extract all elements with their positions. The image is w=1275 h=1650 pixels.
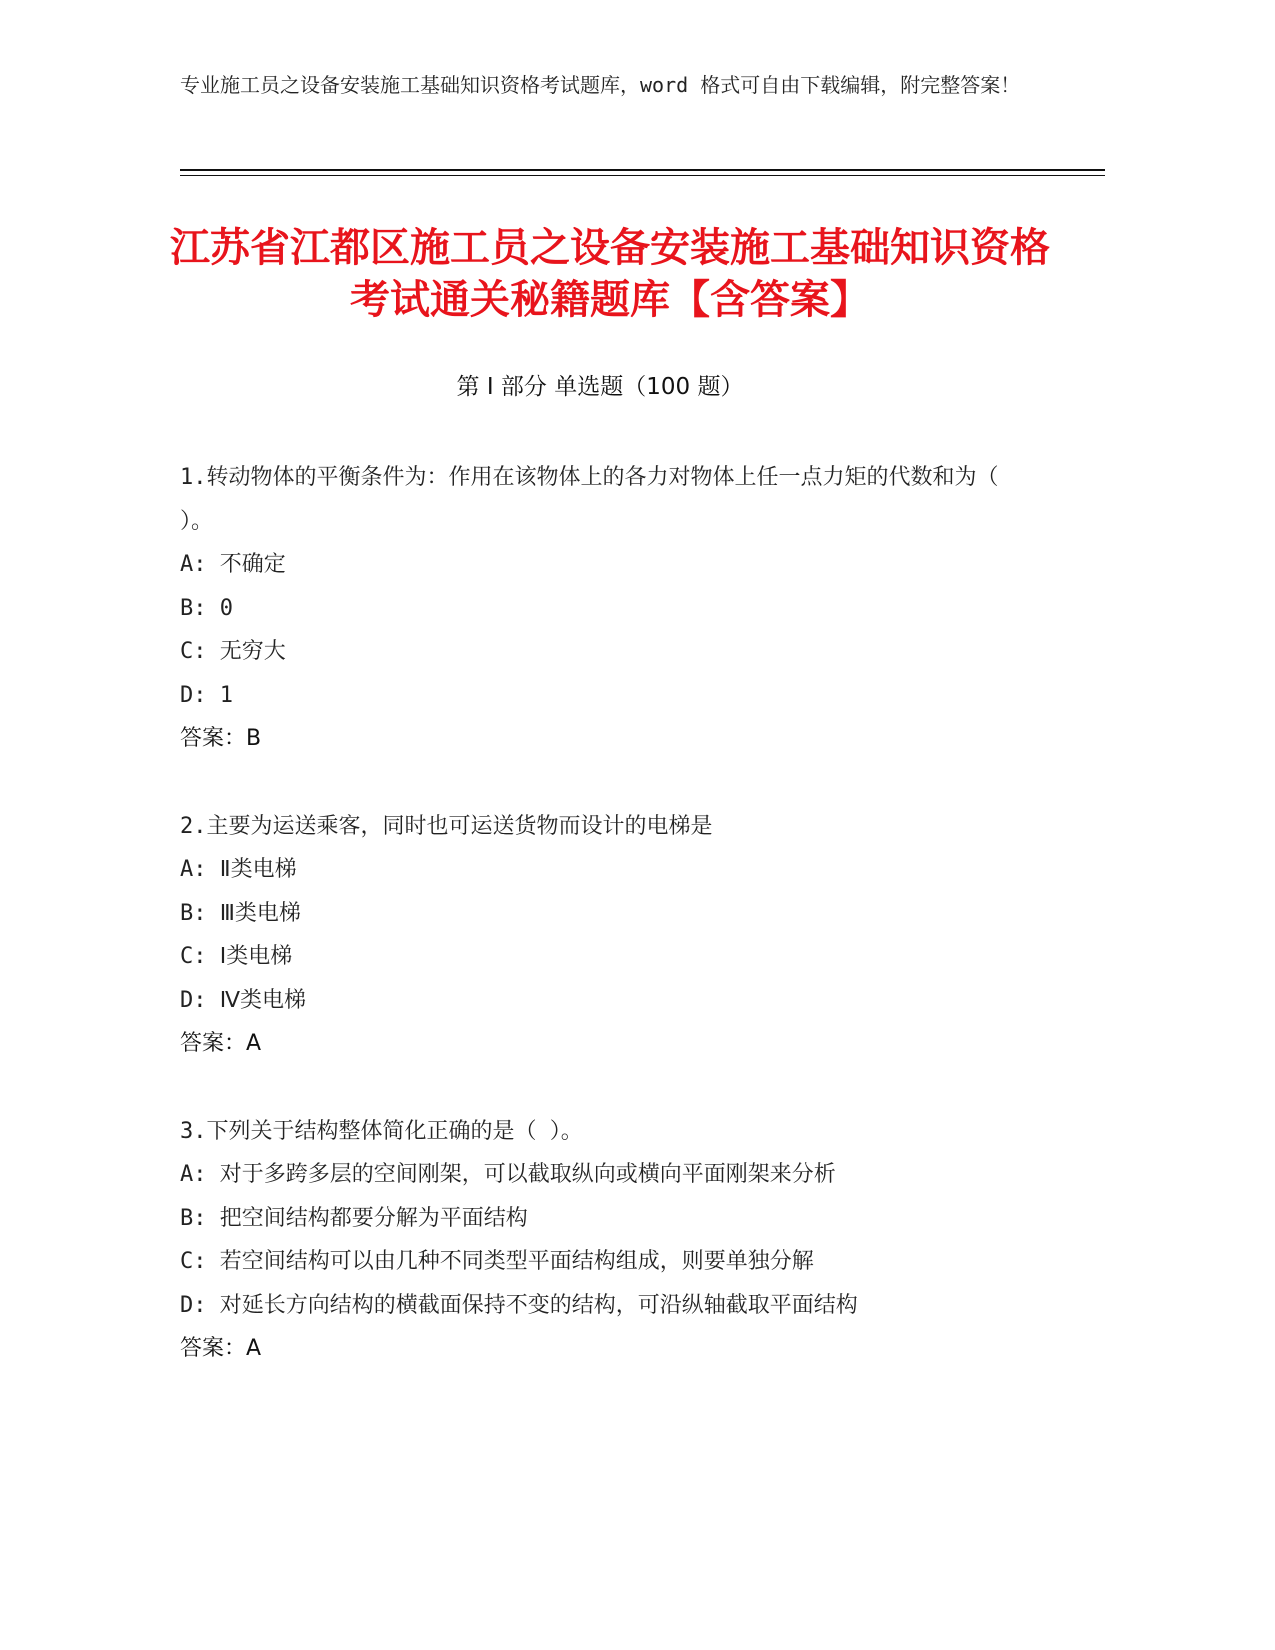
answer: 答案：A xyxy=(180,1336,262,1361)
option-b: B: Ⅲ类电梯 xyxy=(180,900,301,926)
document-title: 江苏省江都区施工员之设备安装施工基础知识资格考试通关秘籍题库【含答案】 xyxy=(170,225,1050,323)
option-c: C: Ⅰ类电梯 xyxy=(180,944,293,969)
question-stem: 1.转动物体的平衡条件为：作用在该物体上的各力对物体上任一点力矩的代数和为（ ）。 xyxy=(180,465,1012,534)
header-rule-thin xyxy=(180,175,1105,176)
option-a: A: Ⅱ类电梯 xyxy=(180,857,297,882)
option-d: D: 1 xyxy=(180,682,233,708)
question-stem: 2.主要为运送乘客，同时也可运送货物而设计的电梯是 xyxy=(180,813,713,839)
question-list xyxy=(180,456,1120,1415)
option-b: B: 0 xyxy=(180,595,233,621)
question-stem: 3.下列关于结构整体简化正确的是（ ）。 xyxy=(180,1118,583,1144)
option-d: D: 对延长方向结构的横截面保持不变的结构，可沿纵轴截取平面结构 xyxy=(180,1292,858,1318)
question-3 xyxy=(180,1110,1120,1371)
option-a: A: 不确定 xyxy=(180,552,286,577)
option-c: C: 无穷大 xyxy=(180,639,286,664)
question-1 xyxy=(180,456,1120,761)
question-2 xyxy=(180,805,1120,1066)
section-title: 第 I 部分 单选题（100 题） xyxy=(456,374,744,400)
option-d: D: Ⅳ类电梯 xyxy=(180,987,307,1013)
answer: 答案：A xyxy=(180,1031,262,1056)
option-b: B: 把空间结构都要分解为平面结构 xyxy=(180,1205,528,1231)
option-c: C: 若空间结构可以由几种不同类型平面结构组成，则要单独分解 xyxy=(180,1249,814,1274)
option-a: A: 对于多跨多层的空间刚架，可以截取纵向或横向平面刚架来分析 xyxy=(180,1162,836,1187)
header-note: 专业施工员之设备安装施工基础知识资格考试题库，word 格式可自由下载编辑，附完整答案！ xyxy=(180,73,1021,97)
answer: 答案：B xyxy=(180,726,262,751)
header-rule-thick xyxy=(180,169,1105,171)
